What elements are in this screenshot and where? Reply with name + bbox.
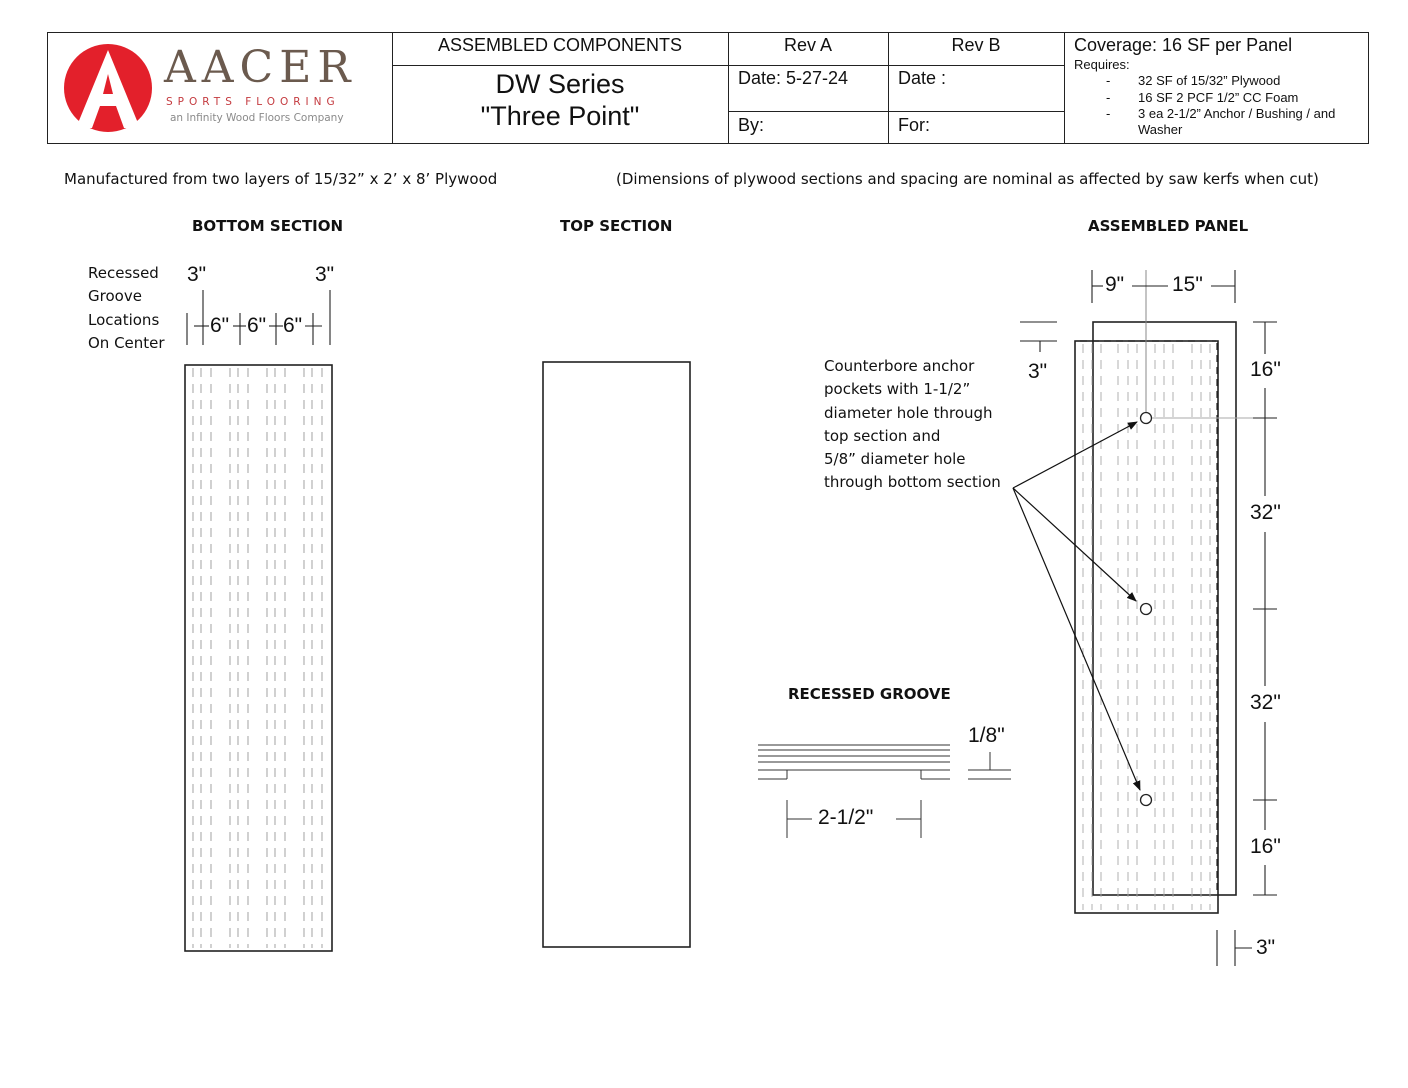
- dim-edge-right: 3": [315, 263, 335, 286]
- dim-vertical: 16": [1250, 835, 1281, 858]
- callout-line: top section and: [824, 426, 941, 445]
- groove-label-line: Recessed: [88, 264, 159, 282]
- dim-edge-left: 3": [187, 263, 207, 286]
- groove-depth: 1/8": [968, 724, 1005, 747]
- groove-label-line: Groove: [88, 287, 142, 306]
- dim-vertical: 16": [1250, 358, 1281, 381]
- dim-spacing: 6": [247, 314, 267, 337]
- for-field: For:: [898, 115, 931, 135]
- callout-arrows: [1013, 422, 1140, 790]
- anchor-hole-1: [1141, 413, 1152, 424]
- top-section-panel: [543, 362, 690, 947]
- groove-detail: [758, 745, 1011, 838]
- dim-spacing: 6": [283, 314, 303, 337]
- logo-subtitle: SPORTS FLOORING: [166, 96, 340, 108]
- requires-bullet: -: [1106, 73, 1111, 88]
- rev-b-label: Rev B: [951, 35, 1001, 55]
- dim-offset-bottom: 3": [1256, 936, 1276, 959]
- requires-item: 3 ea 2-1/2” Anchor / Bushing / and Washer: [1138, 106, 1336, 137]
- logo-wordmark: AACER: [164, 42, 357, 93]
- by-field: By:: [738, 115, 765, 135]
- callout-line: 5/8” diameter hole: [824, 450, 966, 469]
- assembled-top-layer: [1093, 322, 1236, 895]
- callout-line: pockets with 1-1/2”: [824, 380, 971, 399]
- recessed-groove-heading: RECESSED GROOVE: [788, 685, 951, 703]
- assembled-vertical-dims: [1253, 322, 1277, 895]
- logo-tagline: an Infinity Wood Floors Company: [170, 112, 344, 124]
- coverage: Coverage: 16 SF per Panel: [1074, 35, 1293, 55]
- callout-line: Counterbore anchor: [824, 357, 975, 375]
- requires-bullet: -: [1106, 106, 1111, 121]
- bottom-section-heading: BOTTOM SECTION: [192, 217, 344, 235]
- dim-spacing: 6": [210, 314, 230, 337]
- dim-top-9: 9": [1105, 273, 1125, 296]
- bottom-section-panel: [185, 365, 332, 951]
- assembled-top-dims: [1092, 270, 1235, 303]
- bottom-dim-lines: [187, 290, 330, 345]
- requires-bullet: -: [1106, 90, 1111, 105]
- date-a: Date: 5-27-24: [738, 68, 849, 88]
- requires-item: 32 SF of 15/32” Plywood: [1138, 73, 1281, 88]
- bottom-groove-lines: [193, 368, 322, 948]
- anchor-hole-2: [1141, 604, 1152, 615]
- assembled-groove-lines: [1083, 344, 1210, 910]
- dim-offset-left: 3": [1028, 360, 1048, 383]
- groove-label-line: On Center: [88, 333, 165, 352]
- dim-vertical: 32": [1250, 691, 1281, 714]
- assembled-panel-heading: ASSEMBLED PANEL: [1088, 217, 1249, 235]
- dim-vertical: 32": [1250, 501, 1281, 524]
- callout-line: diameter hole through: [824, 403, 993, 422]
- assembled-bottom-layer: [1075, 341, 1218, 913]
- callout-line: through bottom section: [824, 473, 1001, 492]
- anchor-hole-3: [1141, 795, 1152, 806]
- groove-width: 2-1/2": [818, 806, 874, 829]
- dimensions-note: (Dimensions of plywood sections and spacing are nominal as affected by saw kerfs when cut): [616, 170, 1319, 188]
- requires-label: Requires:: [1074, 57, 1130, 72]
- section-label: ASSEMBLED COMPONENTS: [437, 35, 683, 55]
- assembled-left-offset: [1020, 322, 1057, 352]
- requires-item: 16 SF 2 PCF 1/2” CC Foam: [1138, 90, 1299, 105]
- series-title: DW Series: [495, 69, 625, 99]
- assembled-bottom-offset: [1217, 930, 1252, 966]
- dim-top-15: 15": [1172, 273, 1203, 296]
- rev-a-label: Rev A: [783, 35, 833, 55]
- manufactured-note: Manufactured from two layers of 15/32” x 2’ x 8’ Plywood: [64, 170, 498, 188]
- top-section-heading: TOP SECTION: [560, 217, 673, 235]
- model-title: "Three Point": [480, 101, 640, 131]
- groove-label-line: Locations: [88, 310, 160, 329]
- date-b: Date :: [898, 68, 947, 88]
